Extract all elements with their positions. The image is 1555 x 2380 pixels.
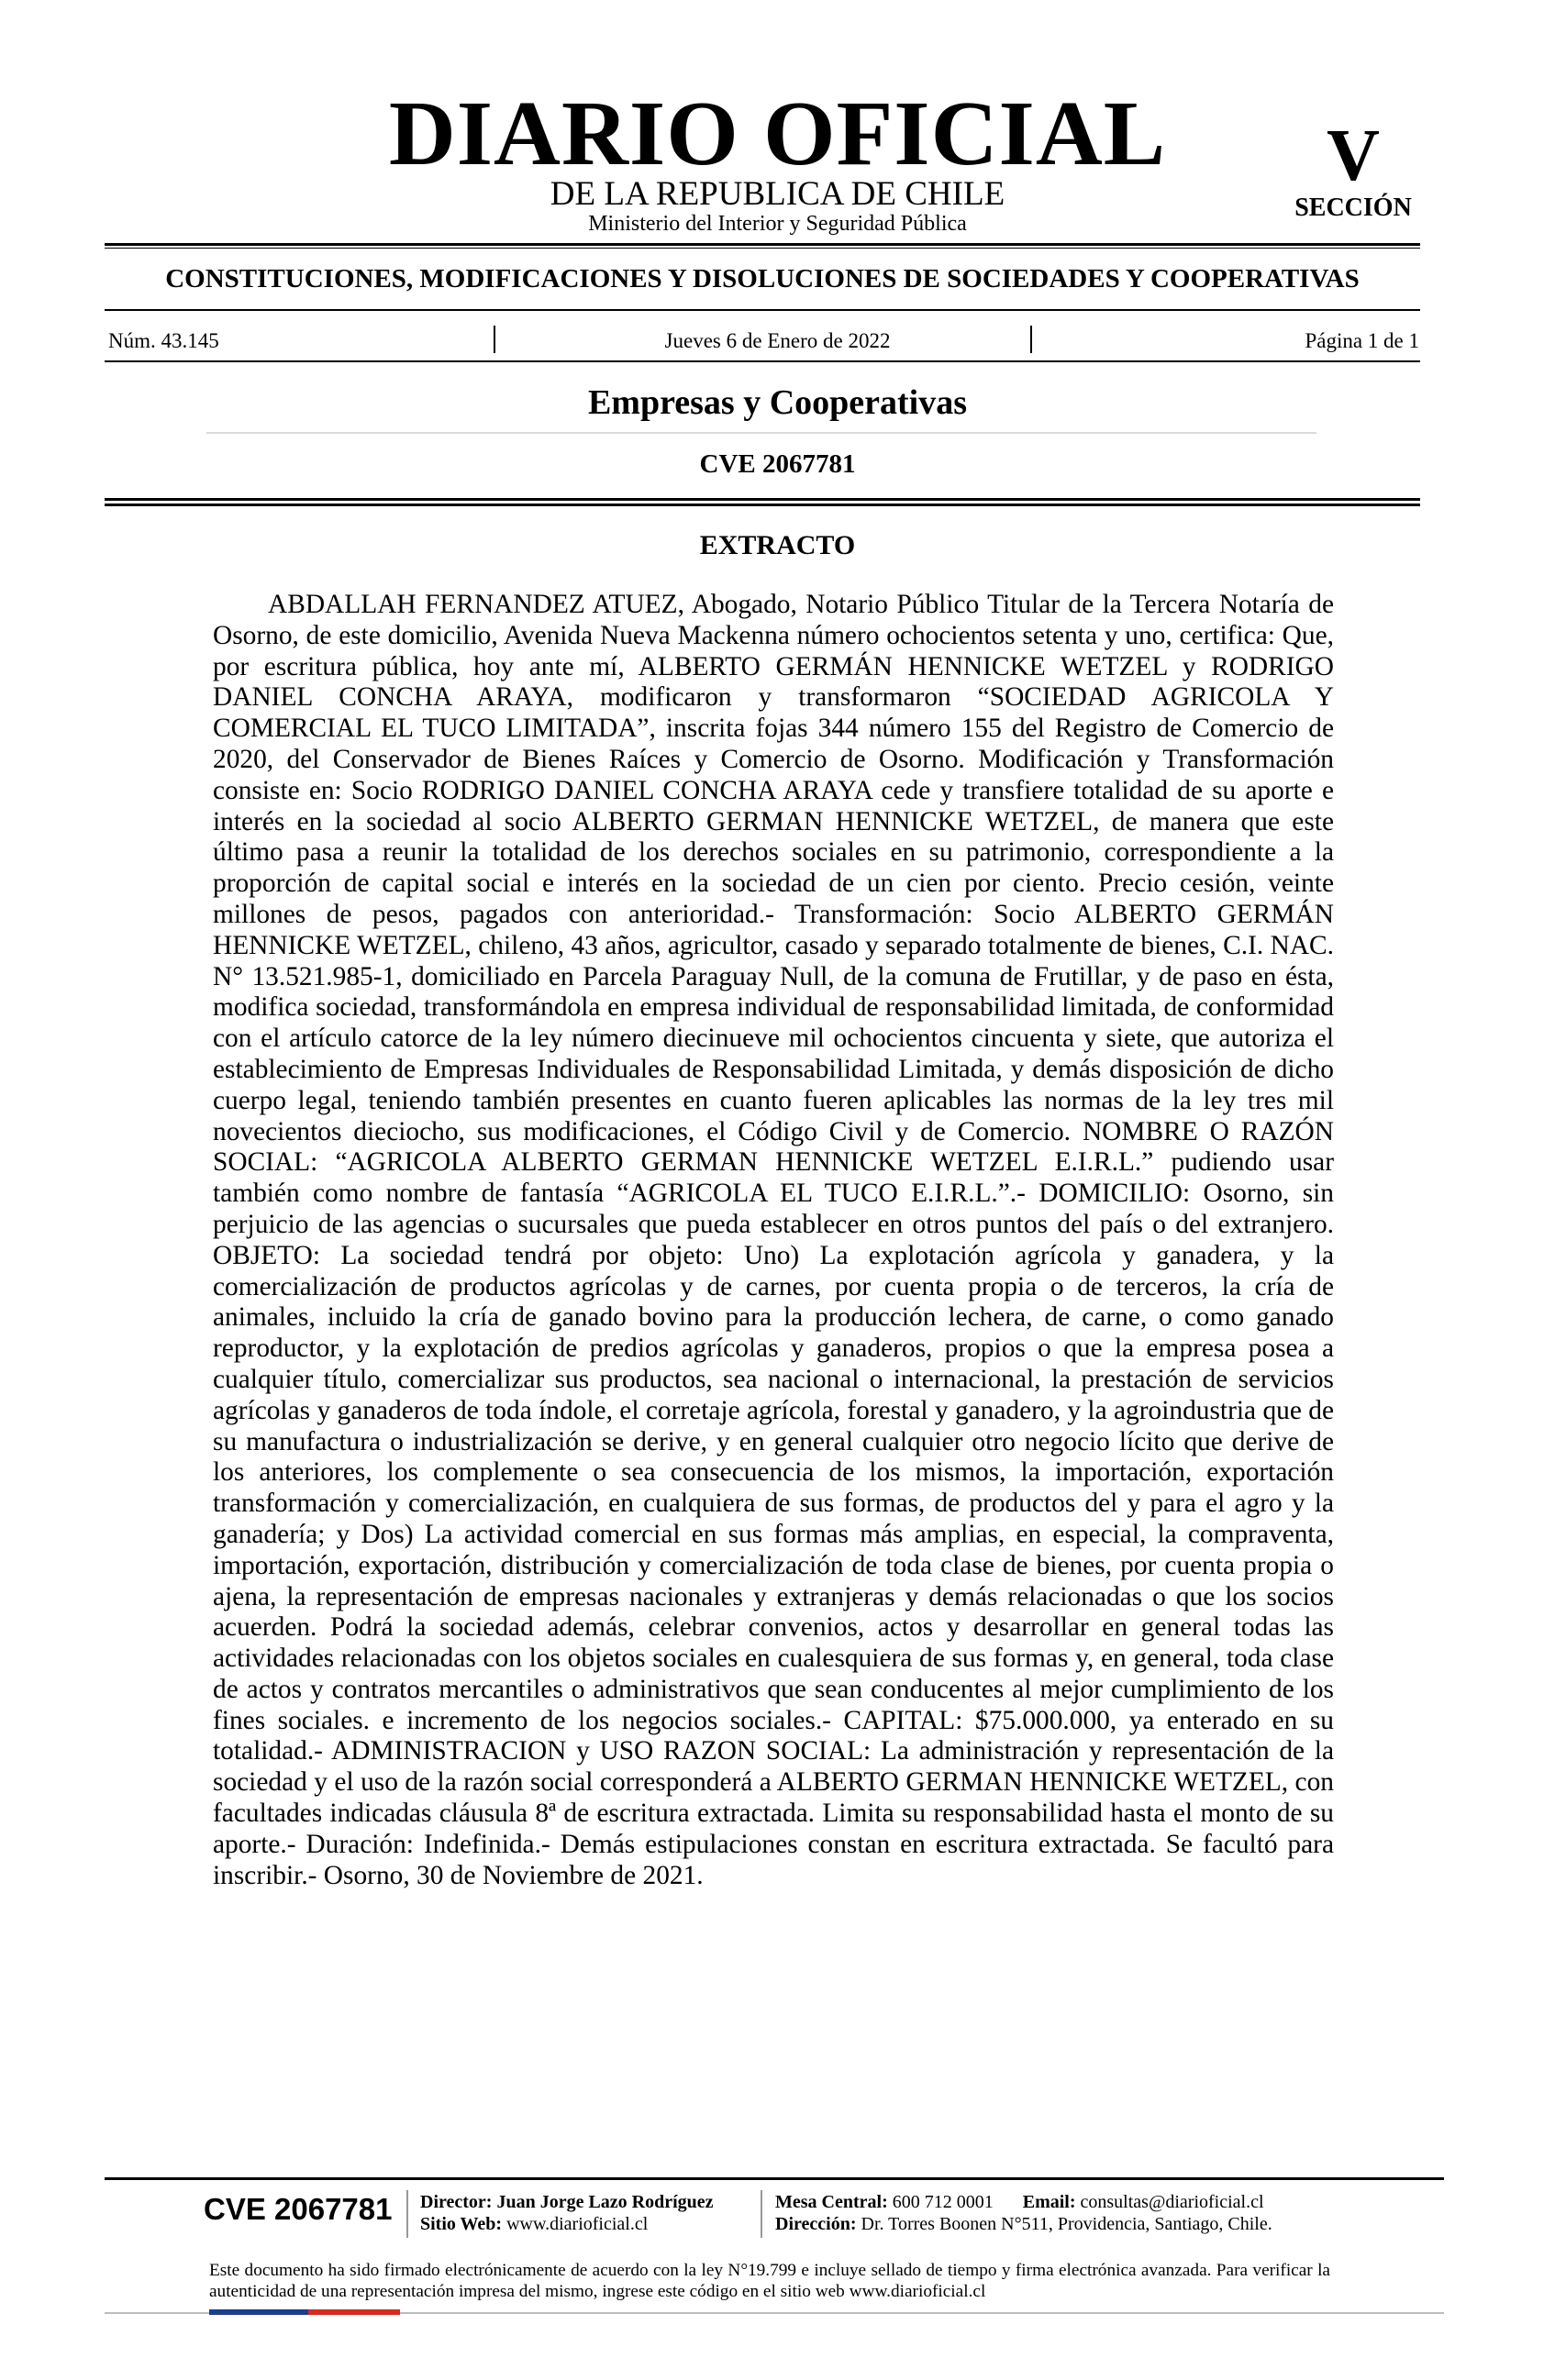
email-label: Email: [1022,2192,1076,2212]
footer-director [420,2191,714,2213]
footer-website [420,2213,648,2235]
category-title: Empresas y Cooperativas [587,383,968,422]
footer-rule [105,2177,1444,2180]
header-rule-mid [105,309,1420,311]
issue-divider [1030,326,1032,353]
website-label: Sitio Web: [420,2214,503,2234]
flag-stripe-red [308,2309,400,2315]
phone-number: 600 712 0001 [892,2192,994,2212]
cve-code: CVE 2067781 [699,449,856,479]
section-title: CONSTITUCIONES, MODIFICACIONES Y DISOLUCIONES DE SOCIEDADES Y COOPERATIVAS [165,264,1360,293]
email-link[interactable]: consultas@diarioficial.cl [1080,2192,1264,2212]
notice-body: ABDALLAH FERNANDEZ ATUEZ, Abogado, Notario Público Titular de la Tercera Notaría de Osorno, de este domicilio, Avenida Nueva Mackenna número ochocientos setenta y uno, certifica: Que, por escritura pública, hoy ante mí, ALBERTO GERMÁN HENNICKE WETZEL y RODRIGO DANIEL CONCHA ARAYA, modificaron y transformaron “SOCIEDAD AGRICOLA Y COMERCIAL EL TUCO LIMITADA”, inscrita fojas 344 número 155 del Registro de Comercio de 2020, del Conservador de Bienes Raíces y Comercio de Osorno. Modificación y Transformación consiste en: Socio RODRIGO DANIEL CONCHA ARAYA cede y transfiere totalidad de su aporte e interés en la sociedad al socio ALBERTO GERMAN HENNICKE WETZEL, de manera que este último pasa a reunir la totalidad de los derechos sociales en su patrimonio, correspondiente a la proporción de capital social e interés en la sociedad de un cien por ciento. Precio cesión, veinte millones de pesos, pagados con anterioridad.- Transformación: Socio ALBERTO GERMÁN HENNICKE WETZEL, chileno, 43 años, agricultor, casado y separado totalmente de bienes, C.I. NAC. N° 13.521.985-1, domiciliado en Parcela Paraguay Null, de la comuna de Frutillar, y de paso en ésta, modifica sociedad, transformándola en empresa individual de responsabilidad limitada, de conformidad con el artículo catorce de la ley número diecinueve mil ochocientos cincuenta y siete, que autoriza el establecimiento de Empresas Individuales de Responsabilidad Limitada, y demás disposición de dicho cuerpo legal, teniendo también presentes en cuanto fueren aplicables las normas de la ley tres mil novecientos dieciocho, sus modificaciones, el Código Civil y de Comercio. NOMBRE O RAZÓN SOCIAL: “AGRICOLA ALBERTO GERMAN HENNICKE WETZEL E.I.R.L.” pudiendo usar también como nombre de fantasía “AGRICOLA EL TUCO E.I.R.L.”.- DOMICILIO: Osorno, sin perjuicio de las agencias o sucursales que pueda establecer en otros puntos del país o del extranjero. OBJETO: La sociedad tendrá por objeto: Uno) La explotación agrícola y ganadera, y la comercialización de productos agrícolas y de carnes, por cuenta propia o de terceros, la cría de animales, incluido la cría de ganado bovino para la producción lechera, de carne, o como ganado reproductor, y la explotación de predios agrícolas y ganaderos, propios o que la empresa posea a cualquier título, comercializar sus productos, sea nacional o internacional, la prestación de servicios agrícolas y ganaderos de toda índole, el corretaje agrícola, forestal y ganadero, y la agroindustria que de su manufactura o industrialización se derive, y en general cualquier otro negocio lícito que derive de los anteriores, los complemente o sea consecuencia de los mismos, la importación, exportación transformación y comercialización, en cualquiera de sus formas, de productos del y para el agro y la ganadería; y Dos) La actividad comercial en sus formas más amplias, en especial, la compraventa, importación, exportación, distribución y comercialización de toda clase de bienes, por cuenta propia o ajena, la representación de empresas nacionales y extranjeras y demás relacionadas o que los socios acuerden. Podrá la sociedad además, celebrar convenios, actos y desarrollar en general todas las actividades relacionadas con los objetos sociales en cualesquiera de sus formas y, en general, toda clase de actos y contratos mercantiles o administrativos que sean conducentes al mejor cumplimiento de los fines sociales. e incremento de los negocios sociales.- CAPITAL: $75.000.000, ya enterado en su totalidad.- ADMINISTRACION y USO RAZON SOCIAL: La administración y representación de la sociedad y el uso de la razón social corresponderá a ALBERTO GERMAN HENNICKE WETZEL, con facultades indicadas cláusula 8ª de escritura extractada. Limita su responsabilidad hasta el monto de su aporte.- Duración: Indefinida.- Demás estipulaciones constan en escritura extractada. Se facultó para inscribir.- Osorno, 30 de Noviembre de 2021. [213,590,1334,1890]
ministry-line: Ministerio del Interior y Seguridad Pública [588,212,967,236]
director-label: Director: [420,2192,493,2212]
masthead-title: DIARIO OFICIAL [388,82,1167,184]
masthead-subtitle: DE LA REPUBLICA DE CHILE [550,175,1005,213]
website-link[interactable]: www.diarioficial.cl [506,2214,649,2234]
section-letter: V [1327,116,1380,196]
notice-heading: EXTRACTO [699,530,856,560]
issue-date: Jueves 6 de Enero de 2022 [664,329,891,352]
header-rule-top [105,243,1420,246]
footer-cve-code: CVE 2067781 [204,2192,393,2226]
phone-label: Mesa Central: [775,2192,888,2212]
notice-rule [105,498,1420,501]
header-rule-bottom [105,360,1420,362]
address-text: Dr. Torres Boonen N°511, Providencia, Santiago, Chile. [861,2214,1272,2234]
header-rule-top-thin [105,248,1420,249]
category-rule [206,432,1316,434]
issue-number: Núm. 43.145 [108,329,219,352]
section-label: SECCIÓN [1294,194,1412,222]
director-name: Juan Jorge Lazo Rodríguez [496,2192,714,2212]
flag-stripe-blue [209,2309,308,2315]
footer-divider [761,2190,762,2238]
legal-note: Este documento ha sido firmado electrónicamente de acuerdo con la ley N°19.799 e incluye sellado de tiempo y firma electrónica avanzada. Para verificar la autenticidad de una representación impresa del mismo, ingrese este código en el sitio web www.diarioficial.cl [209,2261,1330,2301]
footer-divider [406,2190,408,2238]
address-label: Dirección: [775,2214,857,2234]
notice-rule [105,504,1420,506]
footer-address [775,2213,1272,2235]
footer-contact [775,2191,1264,2213]
page-number: Página 1 de 1 [1305,329,1419,352]
